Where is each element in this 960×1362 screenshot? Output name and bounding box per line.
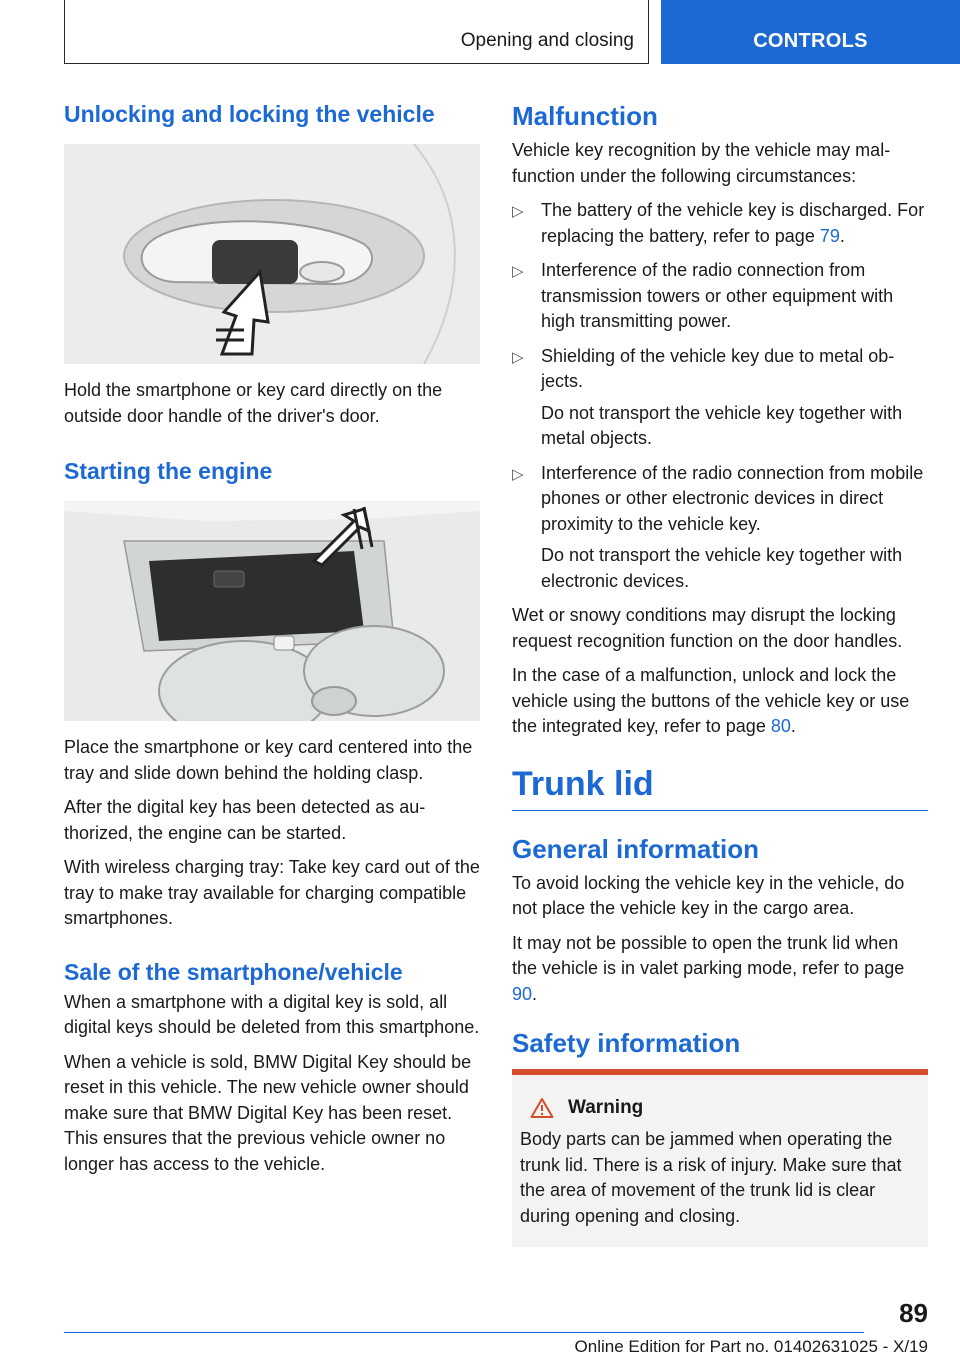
para-sale-2: When a vehicle is sold, BMW Digital Key should be reset in this vehicle. The new vehicle owner should make sure that BMW Digital Key has been reset. This ensures that the previous vehicle owner no longer has access to the vehicle. [64, 1051, 472, 1174]
heading-malfunction: Malfunction [512, 101, 658, 131]
header-chapter-tab [661, 0, 960, 64]
bullet-triangle-icon: ▷ [512, 203, 524, 220]
list-item-note: Do not transport the vehicle key together with electronic devices. [541, 545, 903, 591]
para-start-2: After the digital key has been detected as authorized, the engine can be started. [64, 797, 426, 843]
list-item [512, 344, 928, 452]
footer-divider [64, 1332, 864, 1333]
warning-box [512, 1069, 928, 1247]
door-handle-illustration [64, 144, 480, 364]
warning-triangle-icon [530, 1097, 554, 1119]
list-item [512, 461, 928, 595]
list-item-note: Do not transport the vehicle key together with metal objects. [541, 402, 903, 448]
list-item-text: Interference of the radio connection from transmission towers or other equipment with high transmitting power. [541, 260, 894, 331]
bullet-triangle-icon: ▷ [512, 263, 524, 280]
page-ref-link[interactable]: 90 [512, 983, 533, 1004]
warning-title: Warning [568, 1097, 644, 1118]
list-item: ▷ The battery of the vehicle key is discharged. For replacing the battery, refer to page 79. [512, 200, 925, 246]
warning-header [520, 1097, 920, 1119]
right-column [512, 100, 928, 1247]
para-malfunction: Vehicle key recognition by the vehicle may malfunction under the following circumstances: [512, 140, 891, 186]
warning-text: Body parts can be jammed when operating the trunk lid. There is a risk of injury. Make sure that the area of movement of the trunk lid is clear during opening and closing. [520, 1129, 902, 1226]
para-wet: Wet or snowy conditions may disrupt the locking request recognition function on the door handles. [512, 605, 903, 651]
heading-trunk-lid: Trunk lid [512, 762, 928, 811]
page-ref-link[interactable]: 80 [770, 716, 791, 736]
bullet-triangle-icon: ▷ [512, 348, 524, 366]
heading-general-info: General information [512, 833, 760, 864]
left-column [64, 100, 480, 1186]
page-number: 89 [899, 1298, 928, 1328]
footer-edition: Online Edition for Part no. 01402631025 - X/19 [574, 1337, 928, 1356]
list-item-text: Interference of the radio connection from mobile phones or other electronic devices in direct proximity to the vehicle key. [541, 462, 924, 534]
header-chapter-label: CONTROLS [753, 30, 868, 52]
para-sale-1: When a smartphone with a digital key is sold, all digital keys should be deleted from this smartphone. [64, 991, 480, 1037]
para-general-1: To avoid locking the vehicle key in the vehicle, do not place the vehicle key in the cargo area. [512, 872, 905, 918]
key-tray-illustration [64, 501, 480, 721]
heading-safety-info: Safety information [512, 1028, 741, 1058]
list-item [512, 258, 928, 335]
header-section-box [64, 0, 649, 64]
header-section-title: Opening and closing [460, 30, 634, 51]
heading-starting: Starting the engine [64, 458, 273, 484]
para-unlock: Hold the smartphone or key card directly on the outside door handle of the driver's door. [64, 380, 443, 426]
heading-sale: Sale of the smartphone/vehicle [64, 958, 403, 985]
para-general-2: It may not be possible to open the trunk lid when the vehicle is in valet parking mode, refer to page 90. [512, 932, 905, 1004]
heading-unlocking: Unlocking and locking the vehicle [64, 101, 435, 127]
list-item-text: The battery of the vehicle key is discharged. For replacing the battery, refer to page [541, 200, 925, 246]
page-ref-link[interactable]: 79 [819, 225, 840, 246]
list-item-text: Shielding of the vehicle key due to metal objects. [541, 345, 895, 391]
malfunction-list [512, 198, 928, 594]
bullet-triangle-icon: ▷ [512, 465, 524, 483]
para-start-3: With wireless charging tray: Take key card out of the tray to make tray available for charging compatible smartphones. [64, 857, 480, 928]
para-start-1: Place the smartphone or key card centered into the tray and slide down behind the holding clasp. [64, 737, 473, 783]
para-malfunction-case: In the case of a malfunction, unlock and lock the vehicle using the buttons of the vehicle key or use the integrated key, refer to page 80. [512, 665, 910, 736]
